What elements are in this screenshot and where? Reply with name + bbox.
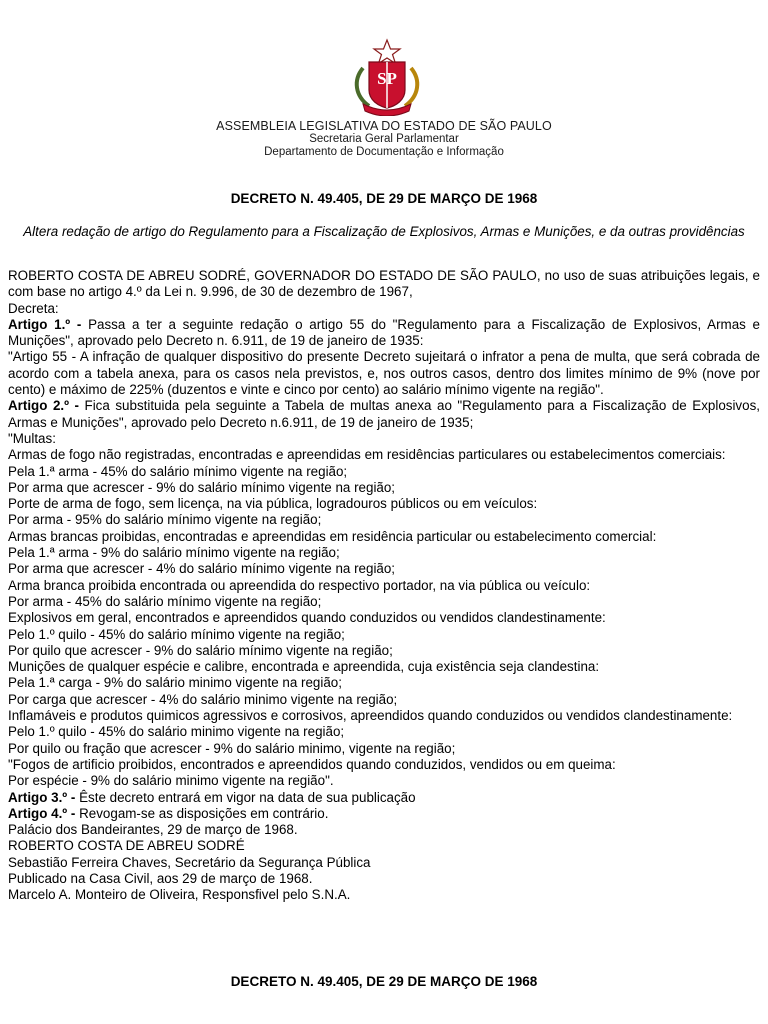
multas-line: Pela 1.ª arma - 45% do salário mínimo vigente na região;	[8, 463, 348, 479]
multas-line: Inflamáveis e produtos quimicos agressivos e corrosivos, apreendidos quando conduzidos ou vendidos clandestinamente:	[8, 708, 733, 724]
seal-letters: SP	[377, 69, 397, 88]
article-2-text: Fica substituida pela seguinte a Tabela de multas anexa ao "Regulamento para a Fiscalização de Explosivos, Armas e Munições", aprovado pelo Decreto n.6.911, de 19 de janeiro de 1935;	[8, 398, 760, 430]
multas-line: Explosivos em geral, encontrados e apreendidos quando conduzidos ou vendidos clandestinamente:	[8, 610, 606, 626]
header-assembly-name: ASSEMBLEIA LEGISLATIVA DO ESTADO DE SÃO PAULO	[216, 119, 552, 133]
article-3-text: Êste decreto entrará em vigor na data de sua publicação	[75, 789, 416, 805]
article-55-text: "Artigo 55 - A infração de qualquer dispositivo do presente Decreto sujeitará o infrator a pena de multa, que será cobrada de acordo com a tabela anexa, para os casos nela previstos, e, nos outros casos, dentro dos limites mínimo de 9% (nove por cento) e máximo de 225% (duzentos e vinte e cinco por cento) ao salário mínimo vigente na região".	[8, 349, 760, 398]
decree-title: DECRETO N. 49.405, DE 29 DE MARÇO DE 1968	[230, 191, 538, 206]
multas-line: Por arma - 45% do salário mínimo vigente na região;	[8, 593, 322, 609]
article-4	[8, 806, 760, 822]
decree-summary: Altera redação de artigo do Regulamento para a Fiscalização de Explosivos, Armas e Munições, e da outras providências	[23, 224, 745, 239]
multas-line: Por arma - 95% do salário mínimo vigente na região;	[8, 512, 322, 528]
closing-line: Publicado na Casa Civil, aos 29 de março de 1968.	[8, 870, 313, 886]
closing-line: ROBERTO COSTA DE ABREU SODRÉ	[8, 838, 245, 854]
multas-line: Por carga que acrescer - 4% do salário minimo vigente na região;	[8, 691, 398, 707]
article-2-label: Artigo 2.º -	[8, 398, 79, 414]
header-secretariat: Secretaria Geral Parlamentar	[309, 133, 459, 145]
preamble: ROBERTO COSTA DE ABREU SODRÉ, GOVERNADOR DO ESTADO DE SÃO PAULO, no uso de suas atribuições legais, e com base no artigo 4.º da Lei n. 9.996, de 30 de dezembro de 1967,	[8, 268, 760, 300]
header-department: Departamento de Documentação e Informação	[264, 146, 504, 158]
multas-line: Pelo 1.º quilo - 45% do salário minimo vigente na região;	[8, 724, 345, 740]
multas-line: Por quilo que acrescer - 9% do salário mínimo vigente na região;	[8, 642, 393, 658]
multas-line: "Fogos de artificio proibidos, encontrados e apreendidos quando conduzidos, vendidos ou em queima:	[8, 756, 616, 772]
multas-line: Por arma que acrescer - 4% do salário mínimo vigente na região;	[8, 561, 396, 577]
decreta-line: Decreta:	[8, 300, 59, 316]
multas-line: "Multas:	[8, 430, 56, 446]
multas-line: Armas de fogo não registradas, encontradas e apreendidas em residências particulares ou estabelecimentos comerciais:	[8, 447, 726, 463]
multas-line: Pela 1.ª carga - 9% do salário minimo vigente na região;	[8, 675, 342, 691]
multas-line: Pelo 1.º quilo - 45% do salário mínimo vigente na região;	[8, 626, 345, 642]
multas-line: Porte de arma de fogo, sem licença, na via pública, logradouros públicos ou em veículos:	[8, 496, 538, 512]
article-1	[8, 317, 760, 350]
multas-line: Pela 1.ª arma - 9% do salário mínimo vigente na região;	[8, 545, 340, 561]
article-4-text: Revogam-se as disposições em contrário.	[75, 805, 329, 821]
decree-body	[8, 268, 760, 904]
sao-paulo-seal-icon	[349, 38, 425, 116]
multas-line: Munições de qualquer espécie e calibre, encontrada e apreendida, cuja existência seja clandestina:	[8, 659, 600, 675]
multas-line: Por quilo ou fração que acrescer - 9% do salário minimo, vigente na região;	[8, 740, 456, 756]
article-2	[8, 398, 760, 431]
article-4-label: Artigo 4.º -	[8, 805, 76, 821]
closing-line: Marcelo A. Monteiro de Oliveira, Responsfivel pelo S.N.A.	[8, 887, 351, 903]
article-3-label: Artigo 3.º -	[8, 789, 76, 805]
article-1-text: Passa a ter a seguinte redação o artigo 55 do "Regulamento para a Fiscalização de Explosivos, Armas e Munições", aprovado pelo Decreto n. 6.911, de 19 de janeiro de 1935:	[8, 316, 761, 349]
article-1-label: Artigo 1.º -	[8, 316, 82, 332]
article-3	[8, 790, 760, 806]
decree-footer-title: DECRETO N. 49.405, DE 29 DE MARÇO DE 1968	[230, 974, 538, 989]
closing-line: Palácio dos Bandeirantes, 29 de março de 1968.	[8, 822, 298, 838]
closing-line: Sebastião Ferreira Chaves, Secretário da Segurança Pública	[8, 854, 371, 870]
multas-line: Por arma que acrescer - 9% do salário mínimo vigente na região;	[8, 479, 396, 495]
multas-line: Arma branca proibida encontrada ou apreendida do respectivo portador, na via pública ou veículo:	[8, 577, 591, 593]
multas-line: Por espécie - 9% do salário minimo vigente na região".	[8, 773, 334, 789]
multas-line: Armas brancas proibidas, encontradas e apreendidas em residência particular ou estabelecimento comercial:	[8, 528, 657, 544]
